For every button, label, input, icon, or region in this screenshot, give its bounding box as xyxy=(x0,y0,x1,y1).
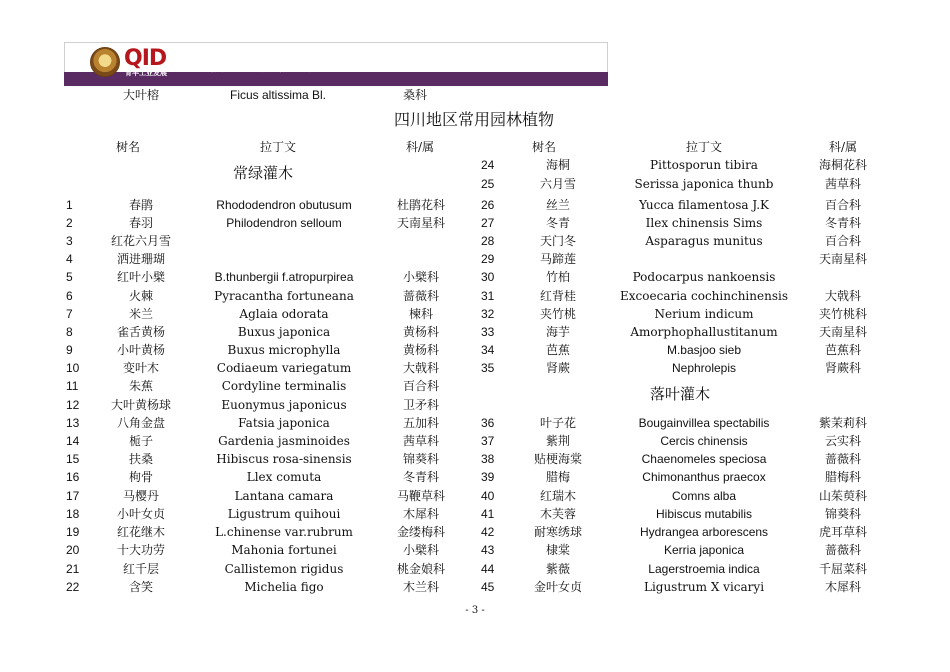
left-row-family: 冬青科 xyxy=(402,470,440,484)
right-row-family: 百合科 xyxy=(824,198,862,212)
left-row-plant-name: 红千层 xyxy=(122,562,160,576)
left-row-family: 锦葵科 xyxy=(402,452,440,466)
left-row-number: 3 xyxy=(66,234,73,248)
company-emblem-icon xyxy=(90,47,120,77)
right-row-family: 芭蕉科 xyxy=(824,343,862,357)
left-row-number: 9 xyxy=(66,343,73,357)
left-row-family: 小檗科 xyxy=(402,543,440,557)
right-row-family: 天南星科 xyxy=(818,325,868,339)
right-row-number: 27 xyxy=(481,216,495,230)
right-row-number: 34 xyxy=(481,343,495,357)
left-row-number: 21 xyxy=(66,562,80,576)
right-row-plant-name: 红瑞木 xyxy=(539,489,577,503)
left-row-family: 金缕梅科 xyxy=(396,525,446,539)
right-row-latin-name: Comns alba xyxy=(671,489,737,503)
page-title: 四川地区常用园林植物 xyxy=(393,110,555,129)
left-row-latin-name: Fatsia japonica xyxy=(238,416,330,430)
left-row-plant-name: 变叶木 xyxy=(122,361,160,375)
right-row-latin-name: Podocarpus nankoensis xyxy=(632,270,776,284)
right-row-number: 40 xyxy=(481,489,495,503)
left-row-number: 17 xyxy=(66,489,80,503)
left-row-number: 6 xyxy=(66,289,73,303)
left-row-plant-name: 枸骨 xyxy=(128,470,154,484)
left-row-family: 茜草科 xyxy=(402,434,440,448)
right-row-plant-name: 天门冬 xyxy=(539,234,577,248)
left-row-plant-name: 小叶黄杨 xyxy=(116,343,166,357)
right-row-latin-name: Hydrangea arborescens xyxy=(639,525,769,539)
right-row-family: 虎耳草科 xyxy=(818,525,868,539)
left-row-latin-name: Llex comuta xyxy=(246,470,322,484)
left-row-plant-name: 含笑 xyxy=(128,580,154,594)
right-row-number: 45 xyxy=(481,580,495,594)
left-row-family: 天南星科 xyxy=(396,216,446,230)
right-header-latin: 拉丁文 xyxy=(685,140,723,154)
right-row-latin-name: Ligustrum X vicaryi xyxy=(643,580,765,594)
left-row-number: 16 xyxy=(66,470,80,484)
right-row-latin-name: Yucca filamentosa J.K xyxy=(638,198,770,212)
right-row-latin-name: Nephrolepis xyxy=(671,361,737,375)
left-row-latin-name: Buxus japonica xyxy=(237,325,331,339)
left-row-number: 18 xyxy=(66,507,80,521)
company-name: 成都青羊工业建设发展有限公司 xyxy=(193,64,312,73)
left-row-latin-name: Rhododendron obutusum xyxy=(216,198,352,212)
right-row-family: 山茱萸科 xyxy=(818,489,868,503)
right-row-family: 木犀科 xyxy=(824,580,862,594)
left-row-plant-name: 红花继木 xyxy=(116,525,166,539)
right-row-latin-name: M.basjoo sieb xyxy=(666,343,742,357)
right-row-plant-name: 竹柏 xyxy=(545,270,571,284)
right-row-plant-name: 夹竹桃 xyxy=(539,307,577,321)
left-row-plant-name: 红花六月雪 xyxy=(110,234,172,248)
right-row-family: 海桐花科 xyxy=(818,158,868,172)
left-row-family: 卫矛科 xyxy=(402,398,440,412)
right-row-number: 31 xyxy=(481,289,495,303)
right-row-plant-name: 六月雪 xyxy=(539,177,577,191)
right-row-number: 44 xyxy=(481,562,495,576)
left-row-family: 黄杨科 xyxy=(402,325,440,339)
top-row-family: 桑科 xyxy=(402,88,428,102)
right-row-latin-name: Nerium indicum xyxy=(654,307,754,321)
right-header-name: 树名 xyxy=(531,140,557,154)
left-row-number: 19 xyxy=(66,525,80,539)
right-row-family: 天南星科 xyxy=(818,252,868,266)
left-row-latin-name: Ligustrum quihoui xyxy=(227,507,341,521)
right-row-plant-name: 紫薇 xyxy=(545,562,571,576)
left-row-family: 黄杨科 xyxy=(402,343,440,357)
left-row-number: 15 xyxy=(66,452,80,466)
left-row-latin-name: B.thunbergii f.atropurpirea xyxy=(214,270,354,284)
right-row-family: 紫茉莉科 xyxy=(818,416,868,430)
left-row-family: 大戟科 xyxy=(402,361,440,375)
left-row-family: 五加科 xyxy=(402,416,440,430)
left-row-plant-name: 大叶黄杨球 xyxy=(110,398,172,412)
right-row-plant-name: 海桐 xyxy=(545,158,571,172)
right-row-latin-name: Amorphophallustitanum xyxy=(630,325,778,339)
left-row-plant-name: 小叶女贞 xyxy=(116,507,166,521)
right-row-number: 25 xyxy=(481,177,495,191)
top-row-name: 大叶榕 xyxy=(122,88,160,102)
right-row-number: 32 xyxy=(481,307,495,321)
right-row-number: 33 xyxy=(481,325,495,339)
left-row-latin-name: Michelia figo xyxy=(244,580,324,594)
right-row-latin-name: Chimonanthus praecox xyxy=(642,470,766,484)
right-row-plant-name: 紫荆 xyxy=(545,434,571,448)
right-row-plant-name: 红背桂 xyxy=(539,289,577,303)
left-row-latin-name: Lantana camara xyxy=(234,489,334,503)
right-row-family: 肾蕨科 xyxy=(824,361,862,375)
right-row-family: 冬青科 xyxy=(824,216,862,230)
right-row-family: 锦葵科 xyxy=(824,507,862,521)
right-row-latin-name: Serissa japonica thunb xyxy=(634,177,774,191)
left-row-family: 木兰科 xyxy=(402,580,440,594)
left-row-latin-name: Mahonia fortunei xyxy=(231,543,337,557)
right-row-number: 36 xyxy=(481,416,495,430)
right-row-latin-name: Bougainvillea spectabilis xyxy=(638,416,770,430)
right-row-number: 37 xyxy=(481,434,495,448)
right-row-plant-name: 丝兰 xyxy=(545,198,571,212)
left-row-family: 小檗科 xyxy=(402,270,440,284)
left-row-number: 5 xyxy=(66,270,73,284)
left-row-latin-name: L.chinense var.rubrum xyxy=(215,525,353,539)
right-row-family: 大戟科 xyxy=(824,289,862,303)
right-row-number: 39 xyxy=(481,470,495,484)
right-row-family: 千屈菜科 xyxy=(818,562,868,576)
left-row-latin-name: Callistemon rigidus xyxy=(224,562,344,576)
left-row-plant-name: 米兰 xyxy=(128,307,154,321)
right-header-family: 科/属 xyxy=(828,140,858,154)
left-row-plant-name: 朱蕉 xyxy=(128,379,154,393)
page-number: - 3 - xyxy=(465,605,485,616)
right-row-number: 29 xyxy=(481,252,495,266)
left-row-family: 楝科 xyxy=(408,307,434,321)
left-row-family: 杜鹃花科 xyxy=(396,198,446,212)
left-row-latin-name: Pyracantha fortuneana xyxy=(214,289,354,303)
top-row-latin: Ficus altissima Bl. xyxy=(229,88,327,102)
left-row-plant-name: 扶桑 xyxy=(128,452,154,466)
right-row-family: 腊梅科 xyxy=(824,470,862,484)
right-row-latin-name: Excoecaria cochinchinensis xyxy=(620,289,788,303)
company-logo-subtitle: 青羊工业发展 xyxy=(125,69,167,77)
left-row-number: 1 xyxy=(66,198,73,212)
right-row-plant-name: 耐寒绣球 xyxy=(533,525,583,539)
left-row-latin-name: Gardenia jasminoides xyxy=(218,434,350,448)
left-row-number: 8 xyxy=(66,325,73,339)
left-row-plant-name: 栀子 xyxy=(128,434,154,448)
right-row-latin-name: Asparagus munitus xyxy=(645,234,763,248)
section-deciduous-shrubs: 落叶灌木 xyxy=(650,385,711,403)
left-row-plant-name: 雀舌黄杨 xyxy=(116,325,166,339)
left-row-family: 蔷薇科 xyxy=(402,289,440,303)
left-row-family: 百合科 xyxy=(402,379,440,393)
left-row-plant-name: 火棘 xyxy=(128,289,154,303)
right-row-plant-name: 肾蕨 xyxy=(545,361,571,375)
left-row-plant-name: 春鹃 xyxy=(128,198,154,212)
right-row-family: 云实科 xyxy=(824,434,862,448)
left-row-number: 22 xyxy=(66,580,80,594)
left-row-plant-name: 八角金盘 xyxy=(116,416,166,430)
right-row-plant-name: 金叶女贞 xyxy=(533,580,583,594)
right-row-latin-name: Cercis chinensis xyxy=(660,434,748,448)
left-row-plant-name: 红叶小檗 xyxy=(116,270,166,284)
right-row-latin-name: Kerria japonica xyxy=(663,543,745,557)
right-row-plant-name: 马蹄莲 xyxy=(539,252,577,266)
left-header-name: 树名 xyxy=(115,140,141,154)
left-row-number: 20 xyxy=(66,543,80,557)
left-row-latin-name: Philodendron selloum xyxy=(226,216,342,230)
left-row-plant-name: 洒进珊瑚 xyxy=(116,252,166,266)
right-row-number: 35 xyxy=(481,361,495,375)
left-row-plant-name: 春羽 xyxy=(128,216,154,230)
right-row-latin-name: Ilex chinensis Sims xyxy=(645,216,763,230)
left-row-latin-name: Euonymus japonicus xyxy=(221,398,347,412)
right-row-number: 30 xyxy=(481,270,495,284)
left-row-number: 11 xyxy=(66,379,79,393)
left-row-latin-name: Hibiscus rosa-sinensis xyxy=(216,452,352,466)
right-row-family: 百合科 xyxy=(824,234,862,248)
right-row-plant-name: 木芙蓉 xyxy=(539,507,577,521)
left-row-plant-name: 十大功劳 xyxy=(116,543,166,557)
right-row-family: 茜草科 xyxy=(824,177,862,191)
right-row-latin-name: Lagerstroemia indica xyxy=(648,562,760,576)
company-logo: QID xyxy=(124,46,167,71)
right-row-plant-name: 芭蕉 xyxy=(545,343,571,357)
left-row-number: 10 xyxy=(66,361,80,375)
left-row-latin-name: Buxus microphylla xyxy=(227,343,341,357)
right-row-number: 28 xyxy=(481,234,495,248)
right-row-family: 夹竹桃科 xyxy=(818,307,868,321)
left-header-latin: 拉丁文 xyxy=(259,140,297,154)
right-row-number: 41 xyxy=(481,507,495,521)
right-row-number: 24 xyxy=(481,158,495,172)
left-row-number: 13 xyxy=(66,416,80,430)
left-header-family: 科/属 xyxy=(405,140,435,154)
right-row-plant-name: 冬青 xyxy=(545,216,571,230)
left-row-latin-name: Codiaeum variegatum xyxy=(216,361,352,375)
right-row-number: 26 xyxy=(481,198,495,212)
left-row-number: 14 xyxy=(66,434,80,448)
left-row-plant-name: 马樱丹 xyxy=(122,489,160,503)
right-row-latin-name: Chaenomeles speciosa xyxy=(641,452,767,466)
right-row-latin-name: Hibiscus mutabilis xyxy=(655,507,753,521)
left-row-latin-name: Cordyline terminalis xyxy=(221,379,347,393)
right-row-latin-name: Pittosporun tibira xyxy=(650,158,758,172)
left-row-family: 马鞭草科 xyxy=(396,489,446,503)
left-row-number: 2 xyxy=(66,216,73,230)
right-row-family: 蔷薇科 xyxy=(824,543,862,557)
left-row-latin-name: Aglaia odorata xyxy=(239,307,329,321)
left-row-number: 4 xyxy=(66,252,73,266)
left-row-number: 12 xyxy=(66,398,80,412)
right-row-number: 38 xyxy=(481,452,495,466)
right-row-plant-name: 海芋 xyxy=(545,325,571,339)
right-row-plant-name: 腊梅 xyxy=(545,470,571,484)
right-row-plant-name: 棣棠 xyxy=(545,543,571,557)
left-row-number: 7 xyxy=(66,307,73,321)
right-row-number: 43 xyxy=(481,543,495,557)
left-row-family: 桃金娘科 xyxy=(396,562,446,576)
right-row-plant-name: 贴梗海棠 xyxy=(533,452,583,466)
right-row-plant-name: 叶子花 xyxy=(539,416,577,430)
section-evergreen-shrubs: 常绿灌木 xyxy=(233,164,294,182)
right-row-family: 蔷薇科 xyxy=(824,452,862,466)
right-row-number: 42 xyxy=(481,525,495,539)
left-row-family: 木犀科 xyxy=(402,507,440,521)
